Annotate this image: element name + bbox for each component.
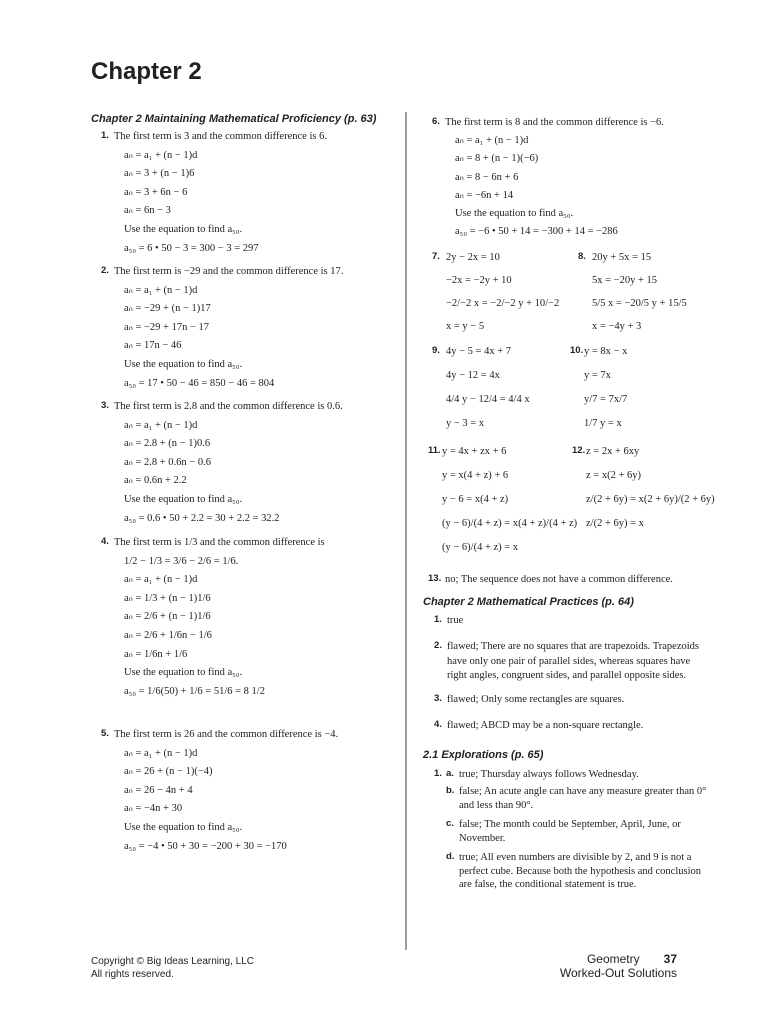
solution-1-line: a₅₀ = 6 • 50 − 3 = 300 − 3 = 297 [124, 242, 259, 254]
solution-2-line: Use the equation to find a₅₀. [124, 359, 243, 370]
solution-4-line: aₙ = 2/6 + 1/6n − 1/6 [124, 630, 212, 641]
solution-2-line: aₙ = a₁ + (n − 1)d [124, 284, 198, 296]
book-subtitle: Worked-Out Solutions [559, 966, 677, 980]
solution-2-line: aₙ = −29 + (n − 1)17 [124, 303, 211, 315]
solution-9-line: y − 3 = x [446, 418, 485, 429]
solution-13-number: 13. [428, 573, 442, 584]
solution-8-line: 20y + 5x = 15 [592, 252, 652, 263]
solution-10-line: y/7 = 7x/7 [584, 394, 628, 405]
solution-4-number: 4. [101, 536, 109, 547]
solution-7-number: 7. [432, 251, 440, 262]
exploration-part-line: true; Thursday always follows Wednesday. [459, 769, 639, 780]
practice-3-line: flawed; Only some rectangles are squares. [447, 694, 625, 705]
solution-12-line: z/(2 + 6y) = x(2 + 6y)/(2 + 6y) [586, 494, 715, 505]
exploration-part-line: perfect cube. Because both the hypothesis and conclusion [459, 865, 702, 877]
exploration-part-line: false; An acute angle can have any measure greater than 0° [459, 786, 707, 797]
section-heading-proficiency: Chapter 2 Maintaining Mathematical Proficiency (p. 63) [91, 113, 377, 125]
solution-1-line: aₙ = 6n − 3 [124, 205, 171, 217]
solution-1-line: Use the equation to find a₅₀. [124, 224, 243, 235]
solution-5-line: aₙ = a₁ + (n − 1)d [124, 747, 198, 759]
solution-3-line: aₙ = 2.8 + (n − 1)0.6 [124, 438, 211, 450]
solution-1-line: aₙ = a₁ + (n − 1)d [124, 149, 198, 161]
solution-8-line: 5x = −20y + 15 [592, 275, 658, 286]
solution-4-line: a₅₀ = 1/6(50) + 1/6 = 51/6 = 8 1/2 [124, 685, 265, 697]
solution-5-line: Use the equation to find a₅₀. [124, 822, 243, 833]
footer-book [560, 952, 677, 980]
solution-7-line: x = y − 5 [446, 321, 485, 332]
solution-10-line: y = 8x − x [584, 346, 628, 357]
solution-7-line: 2y − 2x = 10 [446, 252, 500, 263]
exploration-part-line: true; All even numbers are divisible by 2, and 9 is not a [459, 852, 692, 863]
practice-4-line: flawed; ABCD may be a non-square rectangle. [447, 720, 644, 731]
solution-10-line: 1/7 y = x [584, 418, 622, 429]
solution-11-line: (y − 6)/(4 + z) = x [442, 542, 519, 553]
practice-1-line: true [447, 615, 464, 626]
copyright-text: Copyright © Big Ideas Learning, LLC [91, 956, 255, 967]
column-divider [405, 112, 407, 950]
exploration-part-letter: d. [446, 851, 455, 862]
practice-2-number: 2. [434, 640, 442, 651]
solution-5-line: aₙ = −4n + 30 [124, 803, 183, 815]
solution-11-number: 11. [428, 445, 441, 456]
practice-4-number: 4. [434, 719, 442, 730]
solution-1-number: 1. [101, 130, 109, 141]
solution-3-number: 3. [101, 400, 109, 411]
solution-4-line: aₙ = a₁ + (n − 1)d [124, 574, 198, 586]
solution-11-line: (y − 6)/(4 + z) = x(4 + z)/(4 + z) [442, 518, 578, 529]
solution-2-line: aₙ = 17n − 46 [124, 340, 182, 352]
solution-2-line: The first term is −29 and the common difference is 17. [114, 266, 344, 277]
solution-4-line: aₙ = 1/6n + 1/6 [124, 648, 188, 660]
solution-5-number: 5. [101, 728, 109, 739]
solution-10-number: 10. [570, 345, 584, 356]
exploration-part-line: are false, the conditional statement is true. [459, 879, 637, 890]
solution-4-line: The first term is 1/3 and the common difference is [114, 537, 325, 548]
solution-1-line: aₙ = 3 + (n − 1)6 [124, 168, 195, 180]
solution-4-line: aₙ = 1/3 + (n − 1)1/6 [124, 592, 211, 604]
solution-3-line: aₙ = a₁ + (n − 1)d [124, 419, 198, 431]
solution-3-line: aₙ = 2.8 + 0.6n − 0.6 [124, 456, 211, 468]
solution-3-line: aₙ = 0.6n + 2.2 [124, 475, 187, 487]
solution-9-number: 9. [432, 345, 440, 356]
solution-8-number: 8. [578, 251, 586, 262]
page-number: 37 [663, 952, 677, 966]
practice-3-number: 3. [434, 693, 442, 704]
practice-1-number: 1. [434, 614, 442, 625]
solution-6-line: aₙ = 8 + (n − 1)(−6) [455, 153, 539, 165]
solution-8-line: x = −4y + 3 [592, 321, 642, 332]
exploration-part-letter: b. [446, 785, 455, 796]
solution-13-line: no; The sequence does not have a common difference. [445, 574, 673, 585]
solution-5-line: aₙ = 26 − 4n + 4 [124, 784, 193, 796]
solution-12-line: z = 2x + 6xy [586, 446, 640, 457]
solution-3-line: The first term is 2.8 and the common difference is 0.6. [114, 401, 343, 412]
solution-12-number: 12. [572, 445, 586, 456]
solution-5-line: The first term is 26 and the common difference is −4. [114, 729, 339, 740]
exploration-part-letter: a. [446, 768, 454, 779]
solution-1-line: The first term is 3 and the common difference is 6. [114, 131, 327, 142]
solution-6-line: The first term is 8 and the common difference is −6. [445, 117, 664, 128]
footer-copyright [91, 955, 254, 981]
solution-1-line: aₙ = 3 + 6n − 6 [124, 186, 188, 198]
solution-11-line: y = x(4 + z) + 6 [442, 470, 509, 481]
section-heading-practices: Chapter 2 Mathematical Practices (p. 64) [423, 596, 634, 608]
practice-2-line: have only one pair of parallel sides, whereas squares have [447, 655, 691, 667]
solution-4-line: 1/2 − 1/3 = 3/6 − 2/6 = 1/6. [124, 555, 239, 567]
solution-8-line: 5/5 x = −20/5 y + 15/5 [592, 298, 687, 309]
solution-9-line: 4y − 5 = 4x + 7 [446, 346, 512, 357]
rights-text: All rights reserved. [91, 969, 174, 980]
solution-2-line: aₙ = −29 + 17n − 17 [124, 321, 210, 333]
exploration-part-letter: c. [446, 818, 454, 829]
solution-5-line: a₅₀ = −4 • 50 + 30 = −200 + 30 = −170 [124, 840, 287, 852]
solution-6-line: aₙ = 8 − 6n + 6 [455, 171, 519, 183]
solution-3-line: Use the equation to find a₅₀. [124, 494, 243, 505]
solution-2-number: 2. [101, 265, 109, 276]
solution-9-line: 4/4 y − 12/4 = 4/4 x [446, 394, 530, 405]
practice-2-line: right angles, congruent sides, and parallel opposite sides. [447, 670, 687, 681]
solution-2-line: a₅₀ = 17 • 50 − 46 = 850 − 46 = 804 [124, 377, 275, 389]
solution-11-line: y − 6 = x(4 + z) [442, 494, 509, 505]
exploration-part-line: and less than 90°. [459, 799, 534, 811]
solution-4-line: Use the equation to find a₅₀. [124, 667, 243, 679]
solution-10-line: y = 7x [584, 370, 611, 381]
exploration-part-line: false; The month could be September, April, June, or [459, 819, 681, 830]
solution-3-line: a₅₀ = 0.6 • 50 + 2.2 = 30 + 2.2 = 32.2 [124, 512, 280, 524]
exploration-1-number: 1. [434, 768, 442, 779]
solution-6-line: Use the equation to find a₅₀. [455, 208, 574, 219]
exploration-part-line: November. [459, 832, 506, 844]
solution-9-line: 4y − 12 = 4x [446, 370, 500, 381]
solution-12-line: z/(2 + 6y) = x [586, 518, 644, 529]
solution-6-number: 6. [432, 116, 440, 127]
practice-2-line: flawed; There are no squares that are trapezoids. Trapezoids [447, 641, 700, 652]
solution-11-line: y = 4x + zx + 6 [442, 446, 507, 457]
course-name: Geometry [586, 952, 640, 966]
section-heading-explorations: 2.1 Explorations (p. 65) [423, 749, 544, 761]
solution-6-line: a₅₀ = −6 • 50 + 14 = −300 + 14 = −286 [455, 226, 618, 238]
chapter-title: Chapter 2 [91, 58, 202, 85]
solution-5-line: aₙ = 26 + (n − 1)(−4) [124, 766, 213, 778]
solution-12-line: z = x(2 + 6y) [586, 470, 641, 481]
solution-7-line: −2x = −2y + 10 [446, 275, 512, 286]
solution-4-line: aₙ = 2/6 + (n − 1)1/6 [124, 611, 211, 623]
solution-6-line: aₙ = a₁ + (n − 1)d [455, 135, 529, 147]
solution-7-line: −2/−2 x = −2/−2 y + 10/−2 [446, 298, 560, 309]
solution-6-line: aₙ = −6n + 14 [455, 189, 514, 201]
